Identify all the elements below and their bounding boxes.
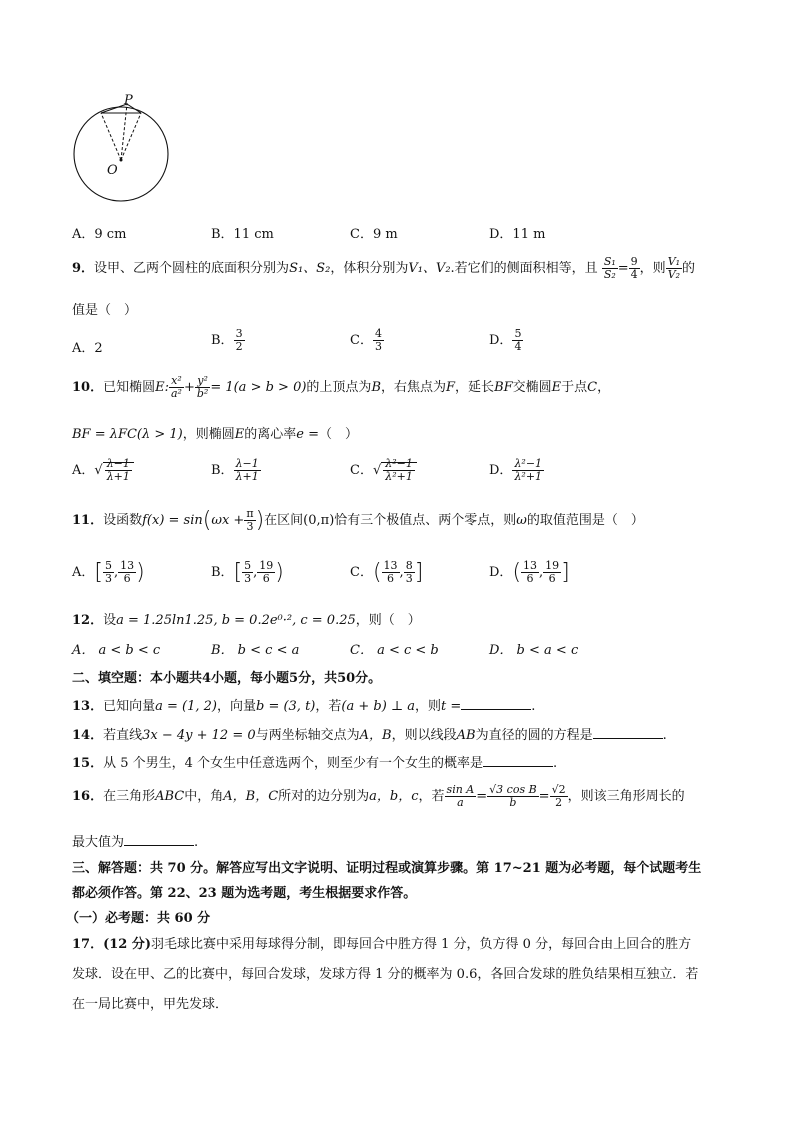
section-3-heading-line2: 都必须作答。第 22、23 题为选考题，考生根据要求作答。 — [72, 886, 417, 901]
section-3-heading-line1: 三、解答题：共 70 分。解答应写出文字说明、证明过程或演算步骤。第 17~21 题为必考题，每个试题考生 — [72, 861, 702, 876]
q16-line1: 16．在三角形ABC中，角A，B，C所对的边分别为a，b，c，若 $\frac{\text{sin A}}{a}$ = $\frac{\text{√3 cos B}}{b}$ = $\frac{√2}{2}$ ，则该三角形周长的 — [72, 783, 685, 809]
q10-option-c: C．√ $\frac{\text{λ²−1}}{\text{λ²+1}}$ — [350, 458, 417, 483]
q12-option-d: D． b < a < c — [489, 643, 579, 658]
q12-option-a: A． a < b < c — [72, 643, 161, 658]
q14-line: 14．若直线3x − 4y + 12 = 0与两坐标轴交点为A，B，则以线段AB为直径的圆的方程是 . — [72, 728, 667, 743]
q15-answer-blank[interactable] — [483, 754, 553, 767]
q9-option-b: B． $\frac{3}{2}$ — [211, 327, 243, 353]
q11-line1: 11．设函数f(x) = sin(ωx + $\frac{\pi}{3}$ )在区间(0,π)恰有三个极值点、两个零点，则ω的取值范围是（ ） — [72, 507, 644, 533]
q17-line3: 在一局比赛中，甲先发球． — [72, 997, 229, 1012]
q10-option-a: A．√ $\frac{\lambda-1}{\lambda+1}$ — [72, 458, 134, 483]
q13-number: 13． — [72, 699, 104, 714]
q11-number: 11． — [72, 513, 104, 528]
q9-text2: ，体积分别为 — [330, 261, 409, 276]
q10-option-d: D． $\frac{\text{λ²−1}}{\text{λ²+1}}$ — [489, 457, 543, 483]
q14-answer-blank[interactable] — [593, 726, 663, 739]
q15-line: 15．从 5 个男生，4 个女生中任意选两个，则至少有一个女生的概率是 . — [72, 756, 558, 771]
q10-line1: 10．已知椭圆E: $\frac{\text{x²}}{\text{a²}}$ + $\frac{\text{y²}}{\text{b²}}$ = 1(a > b > 0)的上顶点为B，右焦点为F，延长BF交椭圆E于点C， — [72, 374, 611, 400]
q10-number: 10． — [72, 380, 104, 395]
q13-line: 13．已知向量a = (1, 2)，向量b = (3, t)，若(a + b) ⊥ a，则t = . — [72, 699, 536, 714]
q12-option-c: C． a < c < b — [350, 643, 439, 658]
q17-line2: 发球．设在甲、乙的比赛中，每回合发球，发球方得 1 分的概率为 0.6，各回合发球的胜负结果相互独立．若 — [72, 967, 699, 982]
q9-ratio-v: $\frac{\text{V₁}}{\text{V₂}}$ — [667, 255, 681, 281]
q13-answer-blank[interactable] — [461, 697, 531, 710]
q9-line2: 值是（ ） — [72, 303, 138, 318]
q10-vector-cond: BF = λFC(λ > 1) — [72, 427, 183, 442]
q12-number: 12． — [72, 613, 104, 628]
subsection-1-heading: （一）必考题：共 60 分 — [66, 911, 211, 926]
q9-text: 设甲、乙两个圆柱的底面积分别为 — [94, 261, 290, 276]
q12-line1: 12．设a = 1.25ln1.25, b = 0.2e⁰·², c = 0.25，则（ ） — [72, 613, 421, 628]
q17-score: (12 分) — [103, 937, 152, 952]
q12-option-b: B． b < c < a — [211, 643, 300, 658]
q8-option-b: B．11 cm — [211, 227, 274, 242]
q11-option-d: D．( $\frac{13}{6}$ , $\frac{19}{6}$ ] — [489, 559, 570, 585]
q14-number: 14． — [72, 728, 104, 743]
q8-option-c: C．9 m — [350, 227, 398, 242]
q11-option-c: C．( $\frac{13}{6}$ , $\frac{8}{3}$ ] — [350, 559, 424, 585]
q9-line1: 9．设甲、乙两个圆柱的底面积分别为S₁、S₂，体积分别为V₁、V₂.若它们的侧面积相等，且 $\frac{\text{S₁}}{\text{S₂}}$ = $\frac{9}{4}$ ，则 $\frac{\text{V₁}}{\text{V₂}}$ 的 — [72, 255, 696, 281]
q8-option-a: A．9 cm — [72, 227, 127, 242]
q9-number: 9． — [72, 261, 95, 276]
q10-option-b: B． $\frac{\lambda-1}{\lambda+1}$ — [211, 457, 259, 483]
q9-option-c: C． $\frac{4}{3}$ — [350, 327, 382, 353]
q9-ratio-s: $\frac{\text{S₁}}{\text{S₂}}$ — [603, 255, 616, 281]
q11-option-b: B．[ $\frac{5}{3}$ , $\frac{19}{6}$ ) — [211, 559, 284, 585]
label-p: P — [124, 93, 133, 108]
q9-text3: .若它们的侧面积相等，且 — [450, 261, 598, 276]
q9-v: V₁、V₂ — [408, 261, 451, 276]
q15-number: 15． — [72, 756, 104, 771]
label-o: O — [107, 163, 118, 178]
q9-ratio-val: $\frac{9}{4}$ — [630, 255, 638, 281]
q16-line2: 最大值为 . — [72, 835, 199, 850]
q9-s: S₁、S₂ — [289, 261, 331, 276]
q10-line2: BF = λFC(λ > 1)，则椭圆E的离心率e =（ ） — [72, 427, 359, 442]
q12-expression: a = 1.25ln1.25, b = 0.2e⁰·², c = 0.25 — [116, 613, 356, 628]
q16-number: 16． — [72, 789, 104, 804]
q11-option-a: A．[ $\frac{5}{3}$ , $\frac{13}{6}$ ) — [72, 559, 145, 585]
circle-figure — [66, 92, 176, 204]
q17-line1: 17．(12 分)羽毛球比赛中采用每球得分制，即每回合中胜方得 1 分，负方得 0 分，每回合由上回合的胜方 — [72, 937, 692, 952]
q8-option-d: D．11 m — [489, 227, 546, 242]
q9-option-a: A．2 — [72, 341, 103, 356]
q17-number: 17． — [72, 937, 104, 952]
q9-option-d: D． $\frac{5}{4}$ — [489, 327, 522, 353]
section-2-heading: 二、填空题：本小题共4小题，每小题5分，共50分。 — [72, 671, 382, 686]
q16-answer-blank[interactable] — [124, 833, 194, 846]
